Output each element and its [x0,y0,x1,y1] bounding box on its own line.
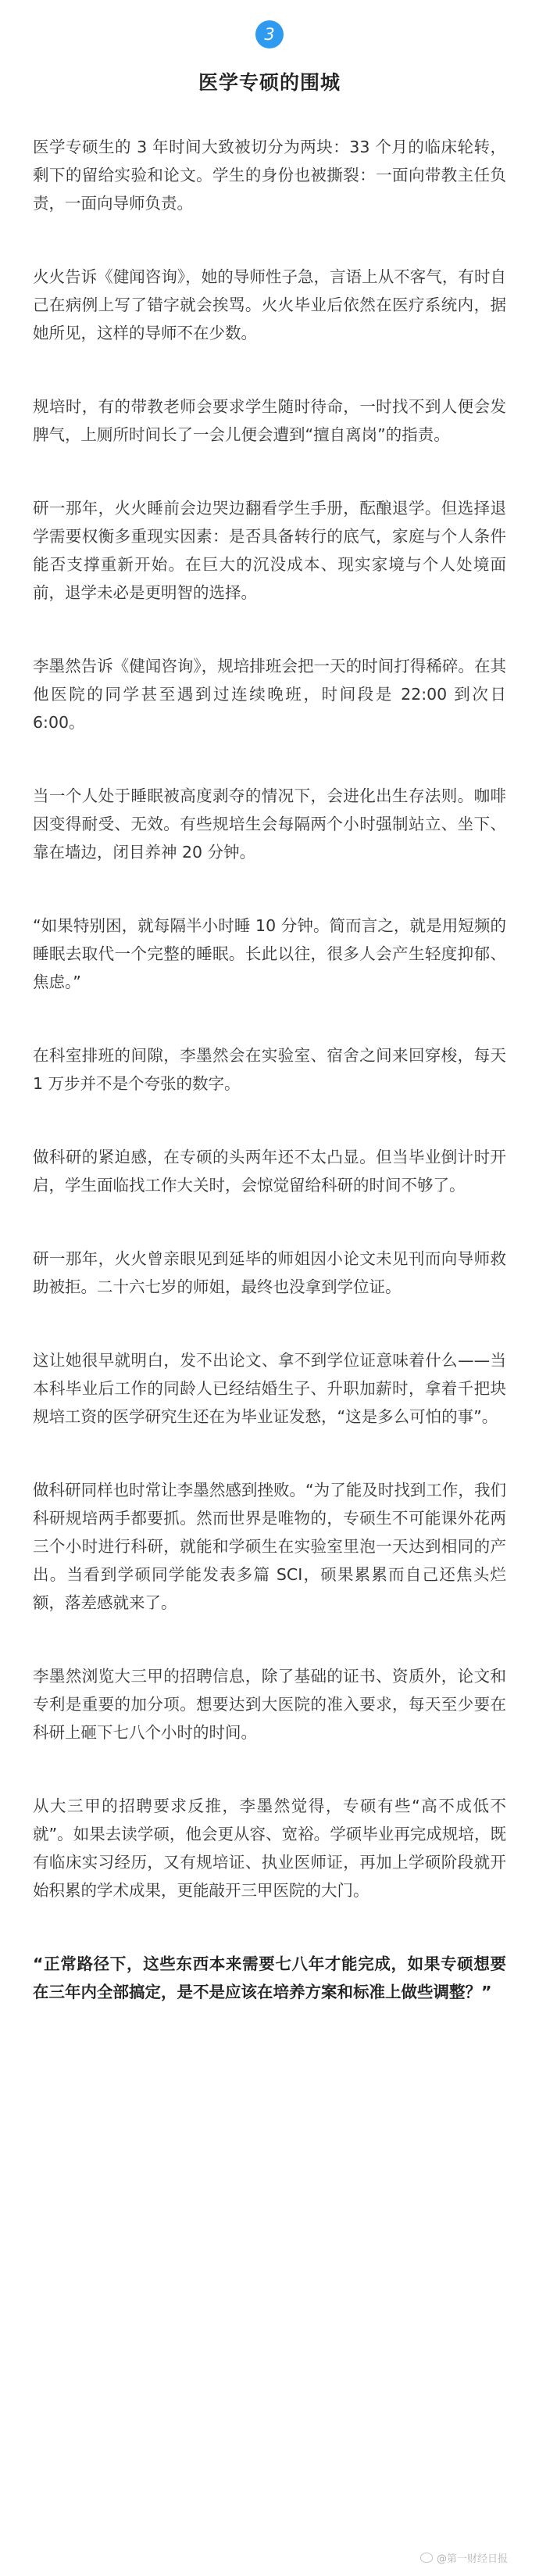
paragraph: 研一那年，火火睡前会边哭边翻看学生手册，酝酿退学。但选择退学需要权衡多重现实因素：是否具备转行的底气，家庭与个人条件能否支撑重新开始。在巨大的沉没成本、现实家境与个人处境面前，退学未必是更明智的选择。 [33,499,506,602]
section-title: 医学专硕的围城 [198,71,341,94]
watermark [420,2550,508,2565]
closing-quote: “正常路径下，这些东西本来需要七八年才能完成，如果专硕想要在三年内全部搞定，是不是应该在培养方案和标准上做些调整？” [33,1954,506,2001]
paragraph: 研一那年，火火曾亲眼见到延毕的师姐因小论文未见刊而向导师救助被拒。二十六七岁的师姐，最终也没拿到学位证。 [33,1249,506,1296]
article-body [33,133,506,2051]
paragraph: 做科研同样也时常让李墨然感到挫败。“为了能及时找到工作，我们科研规培两手都要抓。然而世界是唯物的，专硕生不可能课外花两三个小时进行科研，就能和学硕生在实验室里泡一天达到相同的产出。当看到学硕同学能发表多篇 SCI，硕果累累而自己还焦头烂额，落差感就来了。 [33,1481,506,1612]
paragraph: 在科室排班的间隙，李墨然会在实验室、宿舍之间来回穿梭，每天 1 万步并不是个夸张的数字。 [33,1046,506,1093]
paragraph: 规培时，有的带教老师会要求学生随时待命，一时找不到人便会发脾气，上厕所时间长了一会儿便会遭到“擅自离岗”的指责。 [33,397,506,444]
quote-paragraph: “如果特别困，就每隔半小时睡 10 分钟。简而言之，就是用短频的睡眠去取代一个完整的睡眠。长此以往，很多人会产生轻度抑郁、焦虑。” [33,916,506,991]
paragraph: 这让她很早就明白，发不出论文、拿不到学位证意味着什么——当本科毕业后工作的同龄人已经结婚生子、升职加薪时，拿着千把块规培工资的医学研究生还在为毕业证发愁，“这是多么可怕的事”。 [33,1351,506,1426]
paragraph: 火火告诉《健闻咨询》，她的导师性子急，言语上从不客气，有时自己在病例上写了错字就会挨骂。火火毕业后依然在医疗系统内，据她所见，这样的导师不在少数。 [33,267,506,342]
weibo-icon [420,2553,433,2563]
paragraph: 做科研的紧迫感，在专硕的头两年还不太凸显。但当毕业倒计时开启，学生面临找工作大关时，会惊觉留给科研的时间不够了。 [33,1148,506,1195]
paragraph: 李墨然浏览大三甲的招聘信息，除了基础的证书、资质外，论文和专利是重要的加分项。想要达到大医院的准入要求，每天至少要在科研上砸下七八个小时的时间。 [33,1667,506,1742]
paragraph: 医学专硕生的 3 年时间大致被切分为两块：33 个月的临床轮转，剩下的留给实验和论文。学生的身份也被撕裂：一面向带教主任负责，一面向导师负责。 [33,138,506,213]
paragraph: 当一个人处于睡眠被高度剥夺的情况下，会进化出生存法则。咖啡因变得耐受、无效。有些规培生会每隔两个小时强制站立、坐下、靠在墙边，闭目养神 20 分钟。 [33,786,506,862]
watermark-text: @第一财经日报 [436,2553,508,2565]
paragraph: 李墨然告诉《健闻咨询》，规培排班会把一天的时间打得稀碎。在其他医院的同学甚至遇到过连续晚班，时间段是 22:00 到次日 6:00。 [33,657,506,732]
section-number-badge: 3 [255,20,284,48]
paragraph: 从大三甲的招聘要求反推，李墨然觉得，专硕有些“高不成低不就”。如果去读学硕，他会更从容、宽裕。学硕毕业再完成规培，既有临床实习经历，又有规培证、执业医师证，再加上学硕阶段就开始积累的学术成果，更能敲开三甲医院的大门。 [33,1797,506,1900]
